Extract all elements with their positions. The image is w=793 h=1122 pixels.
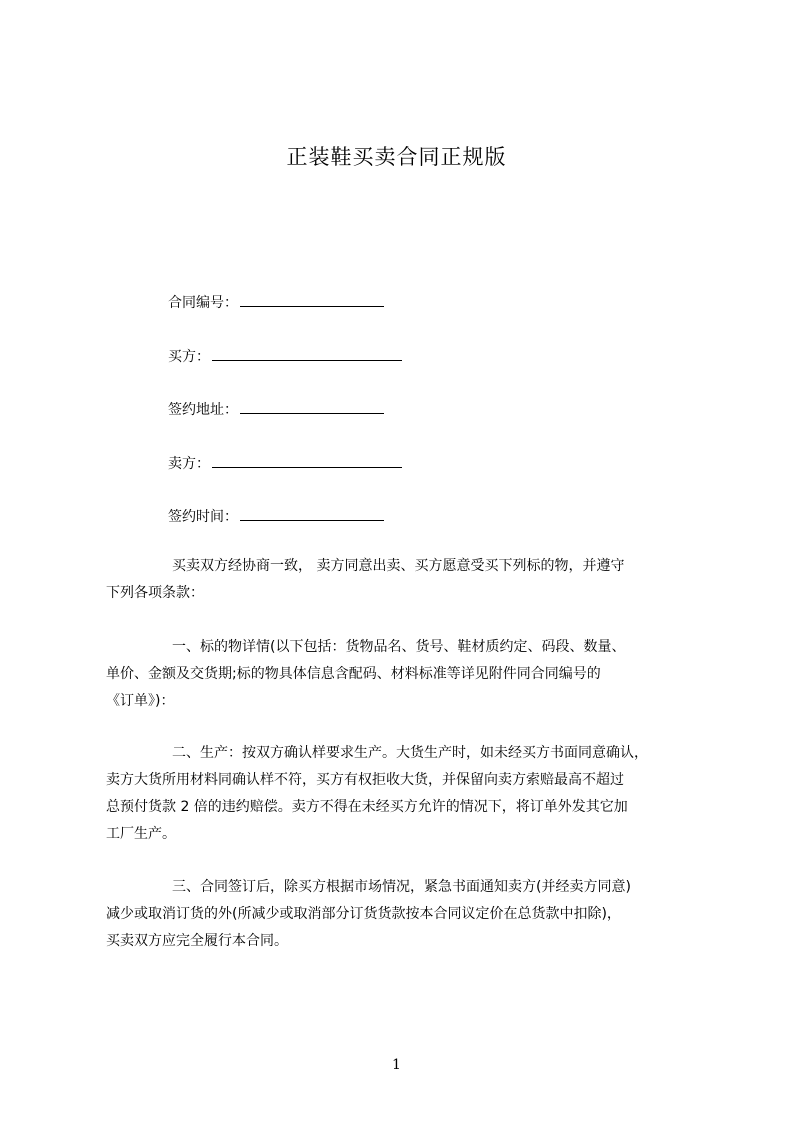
clause-2-line: 总预付货款 2 倍的违约赔偿。卖方不得在未经买方允许的情况下，将订单外发其它加: [106, 799, 628, 815]
signing-address-blank: [240, 399, 384, 414]
seller-blank: [212, 453, 402, 468]
intro-paragraph: [106, 553, 706, 607]
clause-3-paragraph: [106, 874, 706, 955]
seller-label: 卖方：: [168, 456, 210, 472]
signing-time-field: [168, 506, 384, 527]
clause-1-line: 单价、金额及交货期;标的物具体信息含配码、材料标准等详见附件同合同编号的: [106, 666, 601, 682]
signing-time-label: 签约时间：: [168, 509, 238, 525]
clause-3-line: 买卖双方应完全履行本合同。: [106, 933, 288, 949]
page-number: 1: [392, 1057, 401, 1073]
buyer-blank: [212, 346, 402, 361]
clause-1-line: 《订单》)：: [106, 693, 175, 709]
clause-3-line: 减少或取消订货的外(所减少或取消部分订货货款按本合同议定价在总货款中扣除)，: [106, 906, 621, 922]
buyer-label: 买方：: [168, 349, 210, 365]
signing-address-label: 签约地址：: [168, 402, 238, 418]
intro-line: 买卖双方经协商一致， 卖方同意出卖、买方愿意受买下列标的物，并遵守: [172, 558, 625, 574]
contract-number-field: [168, 292, 384, 313]
clause-1-paragraph: [106, 634, 706, 715]
clause-2-line: 工厂生产。: [106, 826, 176, 842]
contract-number-blank: [240, 292, 384, 307]
clause-2-paragraph: [106, 740, 706, 848]
intro-line: 下列各项条款：: [106, 585, 204, 601]
buyer-field: [168, 346, 402, 367]
page-title: 正装鞋买卖合同正规版: [286, 145, 507, 169]
clause-1-line: 一、标的物详情(以下包括：货物品名、货号、鞋材质约定、码段、数量、: [172, 639, 626, 655]
signing-time-blank: [240, 506, 384, 521]
clause-2-line: 卖方大货所用材料同确认样不符，买方有权拒收大货，并保留向卖方索赔最高不超过: [106, 772, 624, 788]
seller-field: [168, 453, 402, 474]
contract-number-label: 合同编号：: [168, 295, 238, 311]
signing-address-field: [168, 399, 384, 420]
clause-2-line: 二、生产：按双方确认样要求生产。大货生产时，如未经买方书面同意确认，: [172, 745, 648, 761]
clause-3-line: 三、合同签订后，除买方根据市场情况，紧急书面通知卖方(并经卖方同意): [172, 879, 631, 895]
